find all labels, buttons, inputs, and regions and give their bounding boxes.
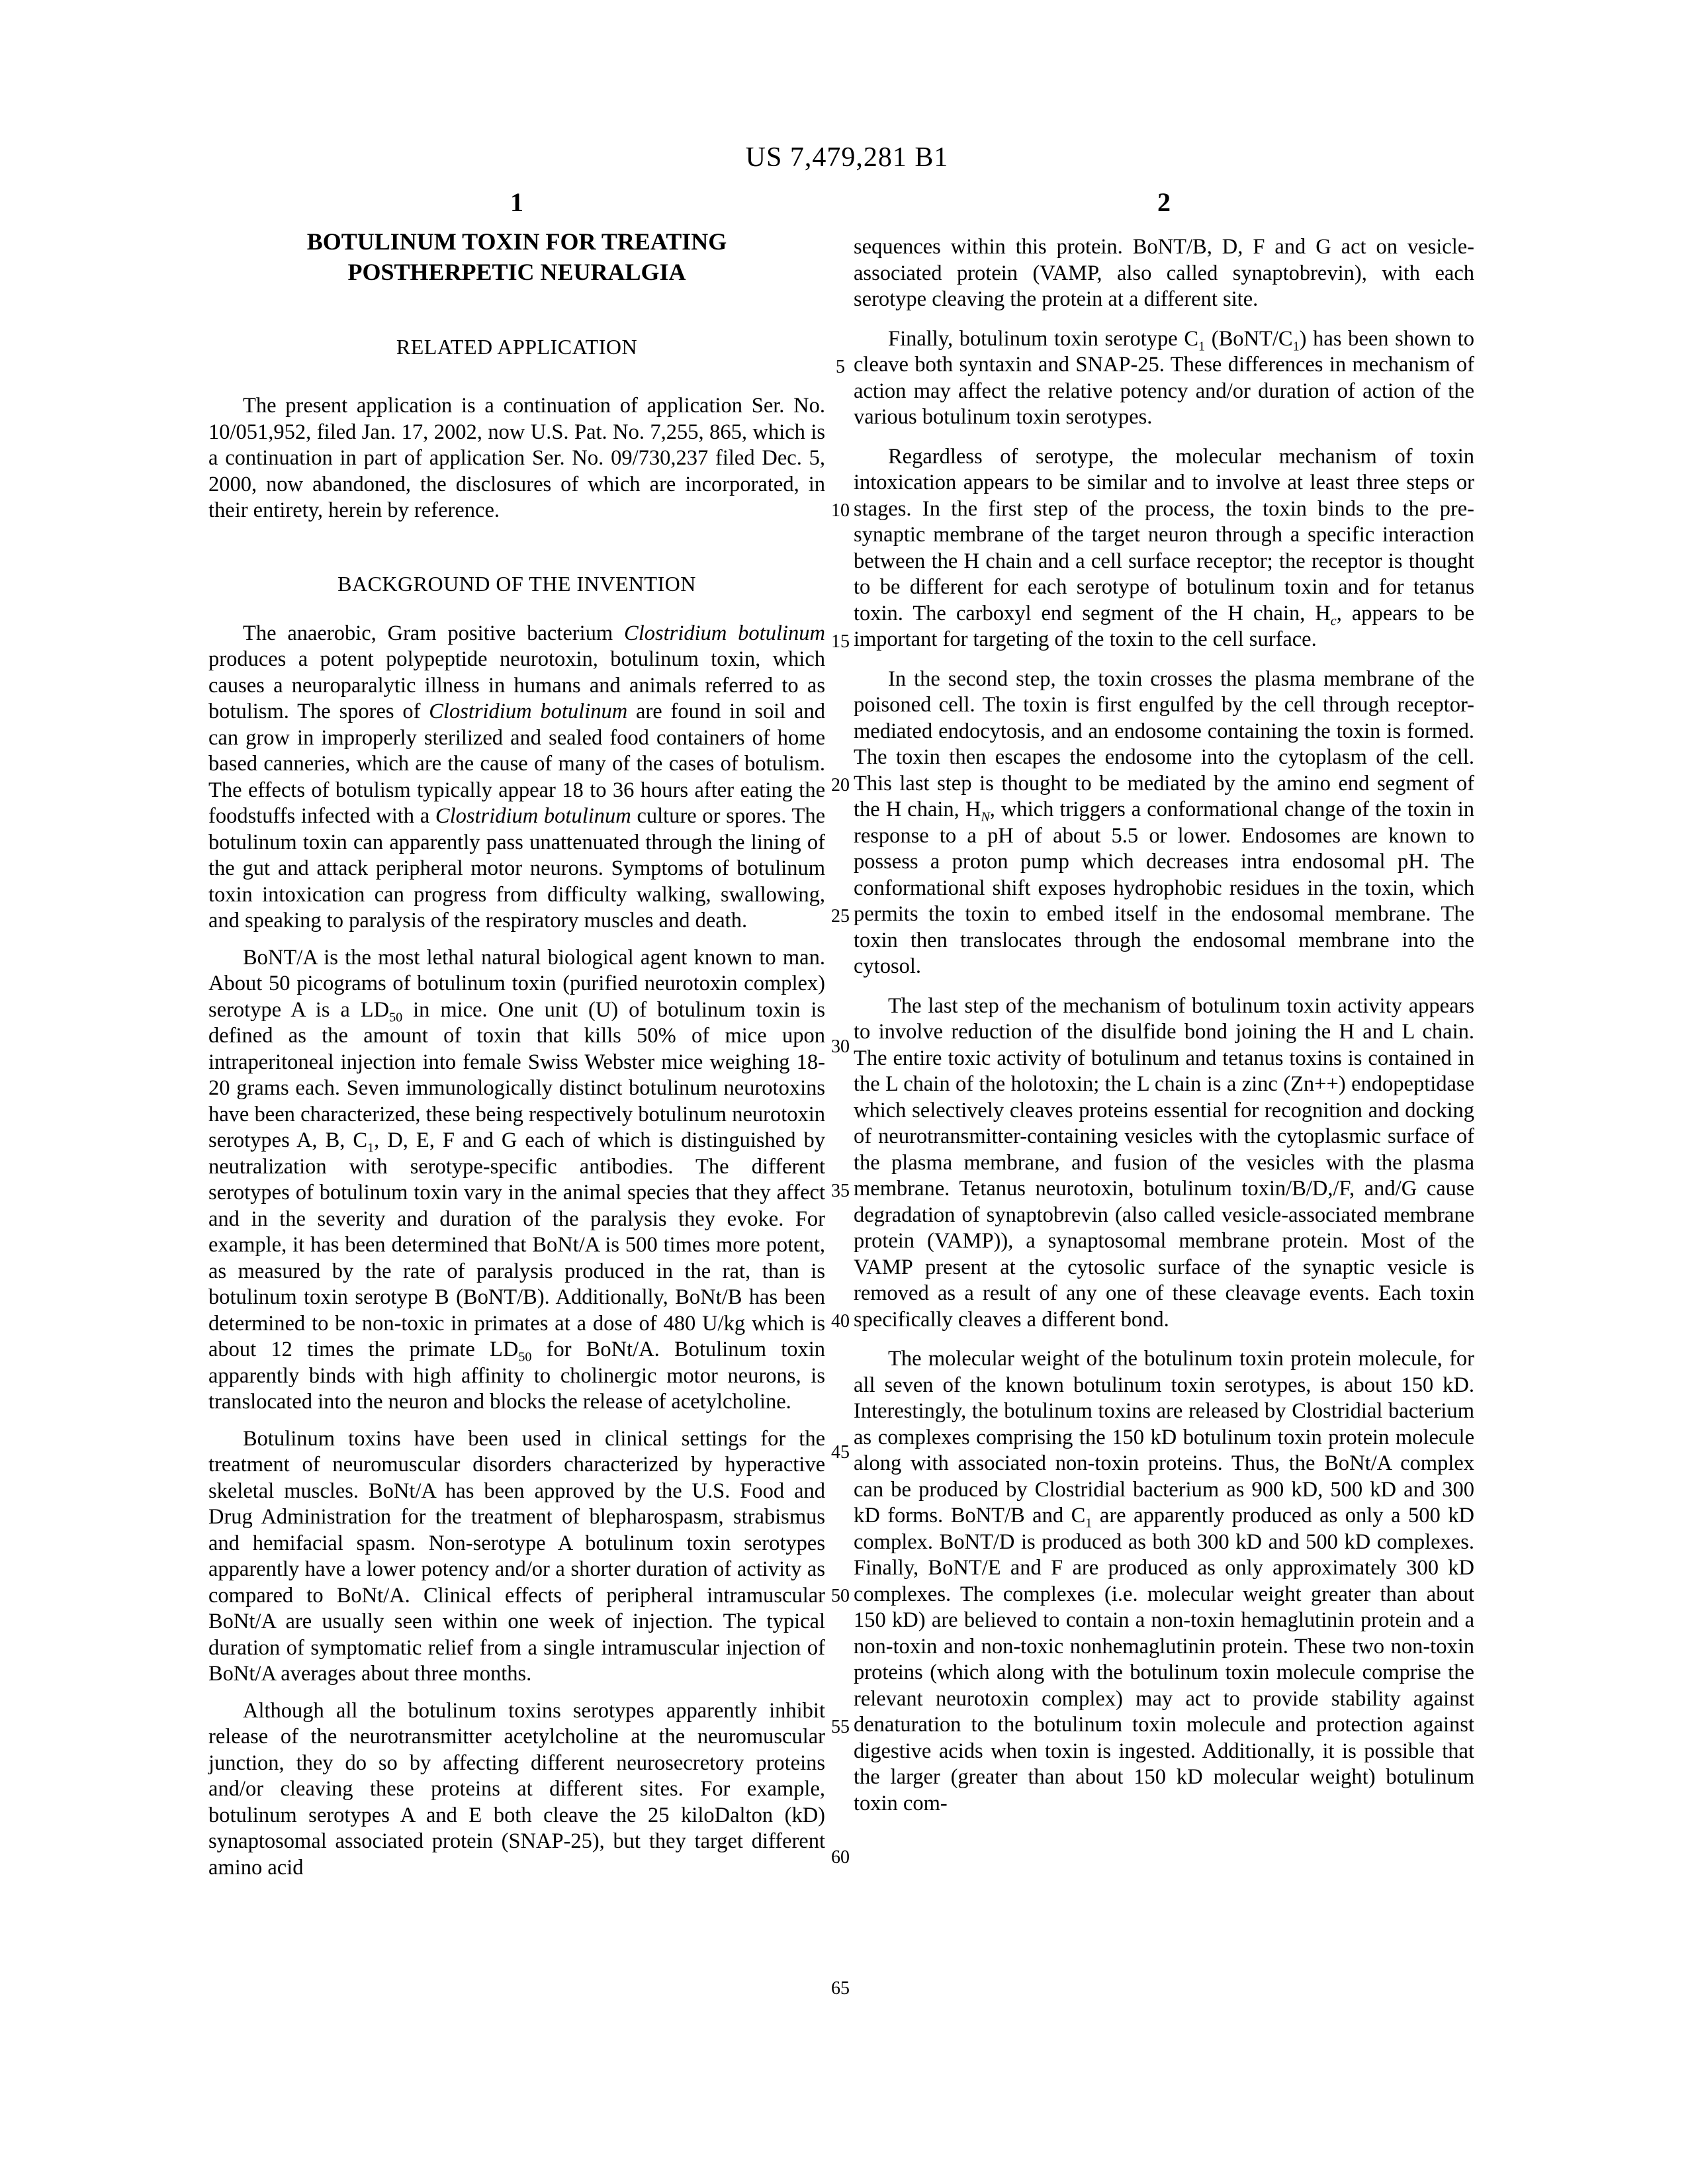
line-number-55: 55 — [831, 1717, 850, 1737]
paragraph-clinical-settings: Botulinum toxins have been used in clinical settings for the treatment of neuromuscular disorders characterized by hyperactive skeletal muscles. BoNt/A has been approved by the U.S. Food and Drug Administration for the treatment of blepharospasm, strabismus and hemifacial spasm. Non-serotype A botulinum toxin serotypes apparently have a lower potency and/or a shorter duration of activity as compared to BoNt/A. Clinical effects of peripheral intramuscular BoNt/A are usually seen within one week of injection. The typical duration of symptomatic relief from a single intramuscular injection of BoNt/A averages about three months. — [208, 1426, 825, 1686]
paragraph-last-step: The last step of the mechanism of botulinum toxin activity appears to involve reduction of the disulfide bond joining the H and L chain. The entire toxic activity of botulinum and tetanus toxins is contained in the L chain of the holotoxin; the L chain is a zinc (Zn++) endopeptidase which selectively cleaves proteins essential for recognition and docking of neurotransmitter-containing vesicles with the cytoplasmic surface of the plasma membrane, and fusion of the vesicles with the plasma membrane. Tetanus neurotoxin, botulinum toxin/B/D,/F, and/G cause degradation of synaptobrevin (also called vesicle-associated membrane protein (VAMP)), a synaptosomal membrane protein. Most of the VAMP present at the cytosolic surface of the synaptic vesicle is removed as a result of any one of these cleavage events. Each toxin specifically cleaves a different bond. — [854, 993, 1474, 1332]
line-number-30: 30 — [831, 1036, 850, 1057]
line-number-25: 25 — [831, 906, 850, 927]
paragraph-related-application: The present application is a continuation of application Ser. No. 10/051,952, filed Jan. 17, 2002, now U.S. Pat. No. 7,255, 865, which is a continuation in part of application Ser. No. 09/730,237 filed Dec. 5, 2000, now abandoned, the disclosures of which are incorporated, in their entirety, herein by reference. — [208, 394, 825, 522]
column-2 — [854, 188, 1474, 1830]
line-number-10: 10 — [831, 500, 850, 521]
paragraph-sequences-within: sequences within this protein. BoNT/B, D, F and G act on vesicle-associated protein (VAMP, also called synaptobrevin), with each serotype cleaving the protein at a different site. — [854, 235, 1474, 311]
column-2-number: 2 — [1157, 187, 1171, 217]
line-number-5: 5 — [836, 357, 845, 377]
heading-background-of-invention: BACKGROUND OF THE INVENTION — [337, 571, 696, 596]
line-number-65: 65 — [831, 1978, 850, 1999]
invention-title-line-1: BOTULINUM TOXIN FOR TREATING — [306, 228, 727, 255]
line-number-20: 20 — [831, 775, 850, 796]
invention-title — [208, 226, 825, 287]
heading-related-application: RELATED APPLICATION — [396, 335, 638, 359]
line-number-40: 40 — [831, 1311, 850, 1332]
paragraph-molecular-weight: The molecular weight of the botulinum toxin protein molecule, for all seven of the known botulinum toxin serotypes, is about 150 kD. Interestingly, the botulinum toxins are released by Clostridial bacterium as complexes comprising the 150 kD botulinum toxin protein molecule along with associated non-toxin proteins. Thus, the BoNt/A complex can be produced by Clostridial bacterium as 900 kD, 500 kD and 300 kD forms. BoNT/B and $C_1$ are apparently produced as only a 500 kD complex. BoNT/D is produced as both 300 kD and 500 kD complexes. Finally, BoNT/E and F are produced as only approximately 300 kD complexes. The complexes (i.e. molecular weight greater than about 150 kD) are believed to contain a non-toxin hemaglutinin protein and a non-toxin and non-toxic nonhemaglutinin protein. These two non-toxin proteins (which along with the botulinum toxin molecule comprise the relevant neurotoxin complex) may act to provide stability against denaturation to the botulinum toxin molecule and protection against digestive acids when toxin is ingested. Additionally, it is possible that the larger (greater than about 150 kD molecular weight) botulinum toxin com- — [854, 1347, 1474, 1815]
line-number-50: 50 — [831, 1586, 850, 1606]
column-1-number: 1 — [510, 187, 523, 217]
paragraph-bont-a-lethal: BoNT/A is the most lethal natural biological agent known to man. About 50 picograms of botulinum toxin (purified neurotoxin complex) serotype A is a $LD_{50}$ in mice. One unit (U) of botulinum toxin is defined as the amount of toxin that kills 50% of mice upon intraperitoneal injection into female Swiss Webster mice weighing 18-20 grams each. Seven immunologically distinct botulinum neurotoxins have been characterized, these being respectively botulinum neurotoxin serotypes A, B, $C_1$, D, E, F and G each of which is distinguished by neutralization with serotype-specific antibodies. The different serotypes of botulinum toxin vary in the animal species that they affect and in the severity and duration of the paralysis they evoke. For example, it has been determined that BoNt/A is 500 times more potent, as measured by the rate of paralysis produced in the rat, than is botulinum toxin serotype B (BoNT/B). Additionally, BoNt/B has been determined to be non-toxic in primates at a dose of 480 U/kg which is about 12 times the primate $LD_{50}$ for BoNt/A. Botulinum toxin apparently binds with high affinity to cholinergic motor neurons, is translocated into the neuron and blocks the release of acetylcholine. — [208, 945, 826, 1414]
paragraph-second-step: In the second step, the toxin crosses the plasma membrane of the poisoned cell. The toxin is first engulfed by the cell through receptor-mediated endocytosis, and an endosome containing the toxin is formed. The toxin then escapes the endosome into the cytoplasm of the cell. This last step is thought to be mediated by the amino end segment of the H chain, $H_N$, which triggers a conformational change of the toxin in response to a pH of about 5.5 or lower. Endosomes are known to possess a proton pump which decreases intra endosomal pH. The conformational shift exposes hydrophobic residues in the toxin, which permits the toxin to embed itself in the endosomal membrane. The toxin then translocates through the endosomal membrane into the cytosol. — [854, 666, 1475, 978]
line-number-60: 60 — [831, 1847, 850, 1868]
line-number-15: 15 — [831, 631, 850, 652]
paragraph-anaerobic-bacterium: The anaerobic, Gram positive bacterium Clostridium botulinum produces a potent polypeptide neurotoxin, botulinum toxin, which causes a neuroparalytic illness in humans and animals referred to as botulism. The spores of Clostridium botulinum are found in soil and can grow in improperly sterilized and sealed food containers of home based canneries, which are the cause of many of the cases of botulism. The effects of botulism typically appear 18 to 36 hours after eating the foodstuffs infected with a Clostridium botulinum culture or spores. The botulinum toxin can apparently pass unattenuated through the lining of the gut and attack peripheral motor neurons. Symptoms of botulinum toxin intoxication can progress from difficulty walking, swallowing, and speaking to paralysis of the respiratory muscles and death. — [208, 621, 825, 933]
patent-number-header: US 7,479,281 B1 — [745, 142, 949, 173]
line-number-35: 35 — [831, 1181, 850, 1201]
paragraph-regardless-of-serotype: Regardless of serotype, the molecular mechanism of toxin intoxication appears to be similar and to involve at least three steps or stages. In the first step of the process, the toxin binds to the pre-synaptic membrane of the target neuron through a specific interaction between the H chain and a cell surface receptor; the receptor is thought to be different for each serotype of botulinum toxin and for tetanus toxin. The carboxyl end segment of the H chain, $H_c$, appears to be important for targeting of the toxin to the cell surface. — [854, 444, 1474, 651]
invention-title-line-2: POSTHERPETIC NEURALGIA — [347, 259, 686, 285]
column-1 — [208, 188, 825, 1891]
paragraph-although-serotypes: Although all the botulinum toxins serotypes apparently inhibit release of the neurotransmitter acetylcholine at the neuromuscular junction, they do so by affecting different neurosecretory proteins and/or cleaving these proteins at different sites. For example, botulinum serotypes A and E both cleave the 25 kiloDalton (kD) synaptosomal associated protein (SNAP-25), but they target different amino acid — [208, 1698, 825, 1880]
paragraph-finally-serotype-c1: Finally, botulinum toxin serotype $C_1$ $(BoNT/C_1)$ has been shown to cleave both syntaxin and SNAP-25. These differences in mechanism of action may affect the relative potency and/or duration of action of the various botulinum toxin serotypes. — [854, 326, 1475, 429]
line-number-45: 45 — [831, 1442, 850, 1463]
